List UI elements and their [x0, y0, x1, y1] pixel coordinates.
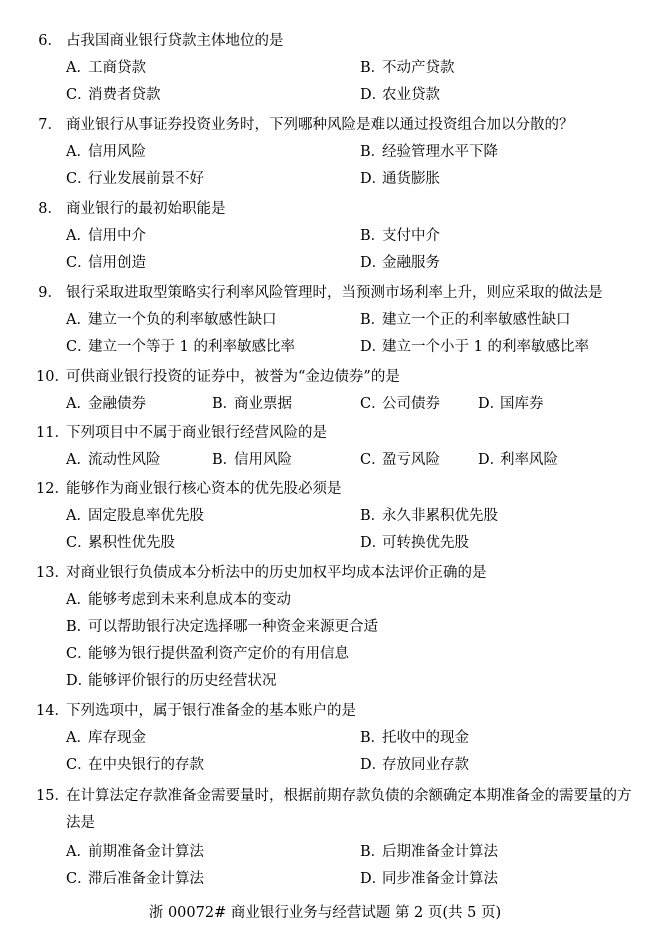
question-6 [36, 31, 636, 109]
page-footer: 浙 00072# 商业银行业务与经营试题 第 2 页(共 5 页) [148, 905, 502, 921]
question-number: 14． [36, 703, 69, 719]
question-12 [36, 479, 636, 557]
question-stem [36, 701, 636, 721]
question-number: 11． [36, 425, 69, 441]
question-11 [36, 423, 636, 474]
question-stem [36, 783, 636, 837]
question-stem [36, 199, 636, 219]
question-number: 7． [38, 117, 62, 133]
question-text: 下列项目中不属于商业银行经营风险的是 [66, 425, 327, 441]
option-a: A．前期准备金计算法 [66, 844, 204, 860]
options-row [36, 668, 636, 695]
option-a: A．能够考虑到未来利息成本的变动 [66, 592, 291, 608]
option-a: A．金融债券 [66, 396, 146, 412]
option-a: A．库存现金 [66, 730, 146, 746]
option-d: D．同步准备金计算法 [360, 871, 498, 887]
option-b: B．托收中的现金 [360, 730, 469, 746]
option-c: C．信用创造 [66, 255, 146, 271]
option-d: D．通货膨胀 [360, 171, 440, 187]
options-row [36, 839, 636, 866]
options-row [36, 587, 636, 614]
question-text: 商业银行从事证券投资业务时，下列哪种风险是难以通过投资组合加以分散的？ [66, 117, 574, 133]
options-row [36, 391, 636, 418]
option-d: D．利率风险 [478, 452, 558, 468]
option-b: B．支付中介 [360, 228, 440, 244]
option-c: C．盈亏风险 [360, 452, 440, 468]
question-number: 9． [38, 285, 62, 301]
question-text: 对商业银行负债成本分析法中的历史加权平均成本法评价正确的是 [66, 565, 487, 581]
question-number: 8． [38, 201, 62, 217]
option-a: A．信用风险 [66, 144, 146, 160]
option-b: B．建立一个正的利率敏感性缺口 [360, 312, 571, 328]
question-14 [36, 701, 636, 779]
option-d: D．建立一个小于 1 的利率敏感比率 [360, 339, 589, 355]
question-text: 下列选项中，属于银行准备金的基本账户的是 [66, 703, 356, 719]
question-stem [36, 283, 636, 303]
option-b: B．不动产贷款 [360, 60, 455, 76]
question-9 [36, 283, 636, 361]
options-row [36, 250, 636, 277]
option-d: D．国库券 [478, 396, 544, 412]
options-row [36, 334, 636, 361]
question-7 [36, 115, 636, 193]
options-row [36, 139, 636, 166]
question-8 [36, 199, 636, 277]
option-b: B．可以帮助银行决定选择哪一种资金来源更合适 [66, 619, 378, 635]
option-c: C．建立一个等于 1 的利率敏感比率 [66, 339, 295, 355]
options-row [36, 614, 636, 641]
question-text: 可供商业银行投资的证券中，被誉为“金边债券”的是 [66, 369, 400, 385]
option-c: C．在中央银行的存款 [66, 757, 204, 773]
option-c: C．累积性优先股 [66, 535, 175, 551]
question-number: 12． [36, 481, 69, 497]
option-d: D．农业贷款 [360, 87, 440, 103]
option-b: B．后期准备金计算法 [360, 844, 498, 860]
option-d: D．可转换优先股 [360, 535, 469, 551]
options-row [36, 641, 636, 668]
question-stem [36, 479, 636, 499]
question-number: 10． [36, 369, 69, 385]
option-c: C．消费者贷款 [66, 87, 161, 103]
options-row [36, 866, 636, 893]
options-row [36, 166, 636, 193]
option-a: A．工商贷款 [66, 60, 146, 76]
options-row [36, 307, 636, 334]
option-a: A．建立一个负的利率敏感性缺口 [66, 312, 277, 328]
question-text: 在计算法定存款准备金需要量时，根据前期存款负债的余额确定本期准备金的需要量的方法是 [66, 788, 632, 831]
options-row [36, 725, 636, 752]
options-row [36, 55, 636, 82]
option-b: B．信用风险 [212, 452, 292, 468]
options-row [36, 447, 636, 474]
option-d: D．金融服务 [360, 255, 440, 271]
question-stem [36, 115, 636, 135]
option-a: A．固定股息率优先股 [66, 508, 204, 524]
options-row [36, 752, 636, 779]
question-stem [36, 367, 636, 387]
options-row [36, 503, 636, 530]
question-stem [36, 31, 636, 51]
question-10 [36, 367, 636, 418]
question-number: 6． [38, 33, 62, 49]
option-a: A．信用中介 [66, 228, 146, 244]
question-stem [36, 423, 636, 443]
option-c: C．滞后准备金计算法 [66, 871, 204, 887]
option-b: B．永久非累积优先股 [360, 508, 498, 524]
options-row [36, 82, 636, 109]
question-text: 商业银行的最初始职能是 [66, 201, 226, 217]
option-d: D．能够评价银行的历史经营状况 [66, 673, 277, 689]
question-text: 能够作为商业银行核心资本的优先股必须是 [66, 481, 342, 497]
question-text: 占我国商业银行贷款主体地位的是 [66, 33, 284, 49]
option-b: B．经验管理水平下降 [360, 144, 498, 160]
question-number: 15． [36, 788, 69, 804]
question-15 [36, 783, 636, 893]
question-stem [36, 563, 636, 583]
option-c: C．行业发展前景不好 [66, 171, 204, 187]
option-d: D．存放同业存款 [360, 757, 469, 773]
option-c: C．能够为银行提供盈利资产定价的有用信息 [66, 646, 349, 662]
question-13 [36, 563, 636, 695]
options-row [36, 530, 636, 557]
question-text: 银行采取进取型策略实行利率风险管理时，当预测市场利率上升，则应采取的做法是 [66, 285, 603, 301]
options-row [36, 223, 636, 250]
option-c: C．公司债券 [360, 396, 440, 412]
option-a: A．流动性风险 [66, 452, 161, 468]
question-number: 13． [36, 565, 69, 581]
option-b: B．商业票据 [212, 396, 292, 412]
